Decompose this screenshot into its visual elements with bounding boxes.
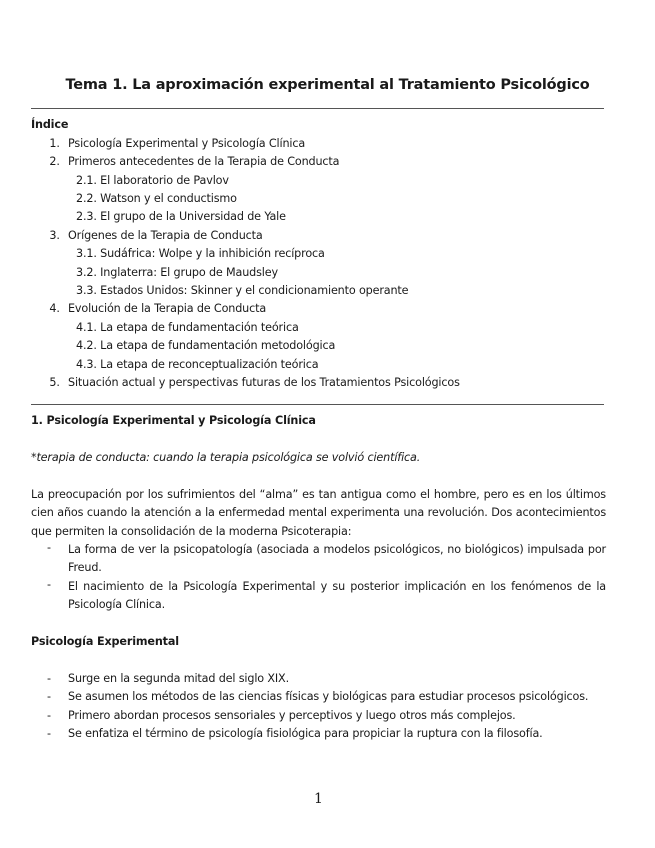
index-item-number: 5. (49, 376, 60, 389)
divider (31, 404, 604, 405)
index-item-number: 1. (49, 137, 60, 150)
index-subitem: 3.2. Inglaterra: El grupo de Maudsley (76, 266, 278, 279)
index-subitem: 4.2. La etapa de fundamentación metodológica (76, 339, 336, 352)
index-subitem: 2.3. El grupo de la Universidad de Yale (76, 210, 286, 223)
divider (31, 108, 604, 109)
index-item: Evolución de la Terapia de Conducta (68, 302, 267, 315)
index-item: Orígenes de la Terapia de Conducta (68, 229, 263, 242)
index-subitem: 3.1. Sudáfrica: Wolpe y la inhibición recíproca (76, 247, 325, 260)
page-number: 1 (314, 791, 323, 807)
index-heading: Índice (31, 118, 69, 131)
index-item: Situación actual y perspectivas futuras de los Tratamientos Psicológicos (68, 376, 460, 389)
bullet-dash: - (47, 541, 52, 554)
bullet-item: Primero abordan procesos sensoriales y perceptivos y luego otros más complejos. (68, 709, 516, 722)
bullet-dash: - (47, 578, 52, 591)
bullet-dash: - (47, 690, 52, 703)
bullet-item: El nacimiento de la Psicología Experimental y su posterior implicación en los fenómenos de la Psicología Clínica. (68, 580, 606, 612)
index-item-number: 2. (49, 155, 60, 168)
section-heading: 1. Psicología Experimental y Psicología Clínica (31, 414, 316, 427)
index-subitem: 3.3. Estados Unidos: Skinner y el condicionamiento operante (76, 284, 409, 297)
index-item-number: 3. (49, 229, 60, 242)
index-subitem: 4.1. La etapa de fundamentación teórica (76, 321, 299, 334)
bullet-item: La forma de ver la psicopatología (asociada a modelos psicológicos, no biológicos) impulsada por Freud. (68, 543, 606, 575)
index-subitem: 4.3. La etapa de reconceptualización teórica (76, 358, 319, 371)
document-title: Tema 1. La aproximación experimental al Tratamiento Psicológico (65, 77, 590, 93)
bullet-dash: - (47, 709, 52, 722)
bullet-item: Se asumen los métodos de las ciencias físicas y biológicas para estudiar procesos psicológicos. (68, 690, 589, 703)
index-item: Primeros antecedentes de la Terapia de Conducta (68, 155, 340, 168)
index-item-number: 4. (49, 302, 60, 315)
index-subitem: 2.1. El laboratorio de Pavlov (76, 174, 229, 187)
note-text: *terapia de conducta: cuando la terapia psicológica se volvió científica. (31, 451, 421, 464)
bullet-dash: - (47, 672, 52, 685)
bullet-item: Se enfatiza el término de psicología fisiológica para propiciar la ruptura con la filosofía. (68, 727, 543, 740)
bullet-item: Surge en la segunda mitad del siglo XIX. (68, 672, 289, 685)
index-subitem: 2.2. Watson y el conductismo (76, 192, 237, 205)
bullet-dash: - (47, 727, 52, 740)
subsection-heading: Psicología Experimental (31, 635, 179, 648)
index-item: Psicología Experimental y Psicología Clínica (68, 137, 306, 150)
body-paragraph: La preocupación por los sufrimientos del “alma” es tan antigua como el hombre, pero es en los últimos cien años cuando la atención a la enfermedad mental experimenta una revolución. Dos acontecimientos que permiten la consolidación de la moderna Psicoterapia: (31, 488, 606, 538)
